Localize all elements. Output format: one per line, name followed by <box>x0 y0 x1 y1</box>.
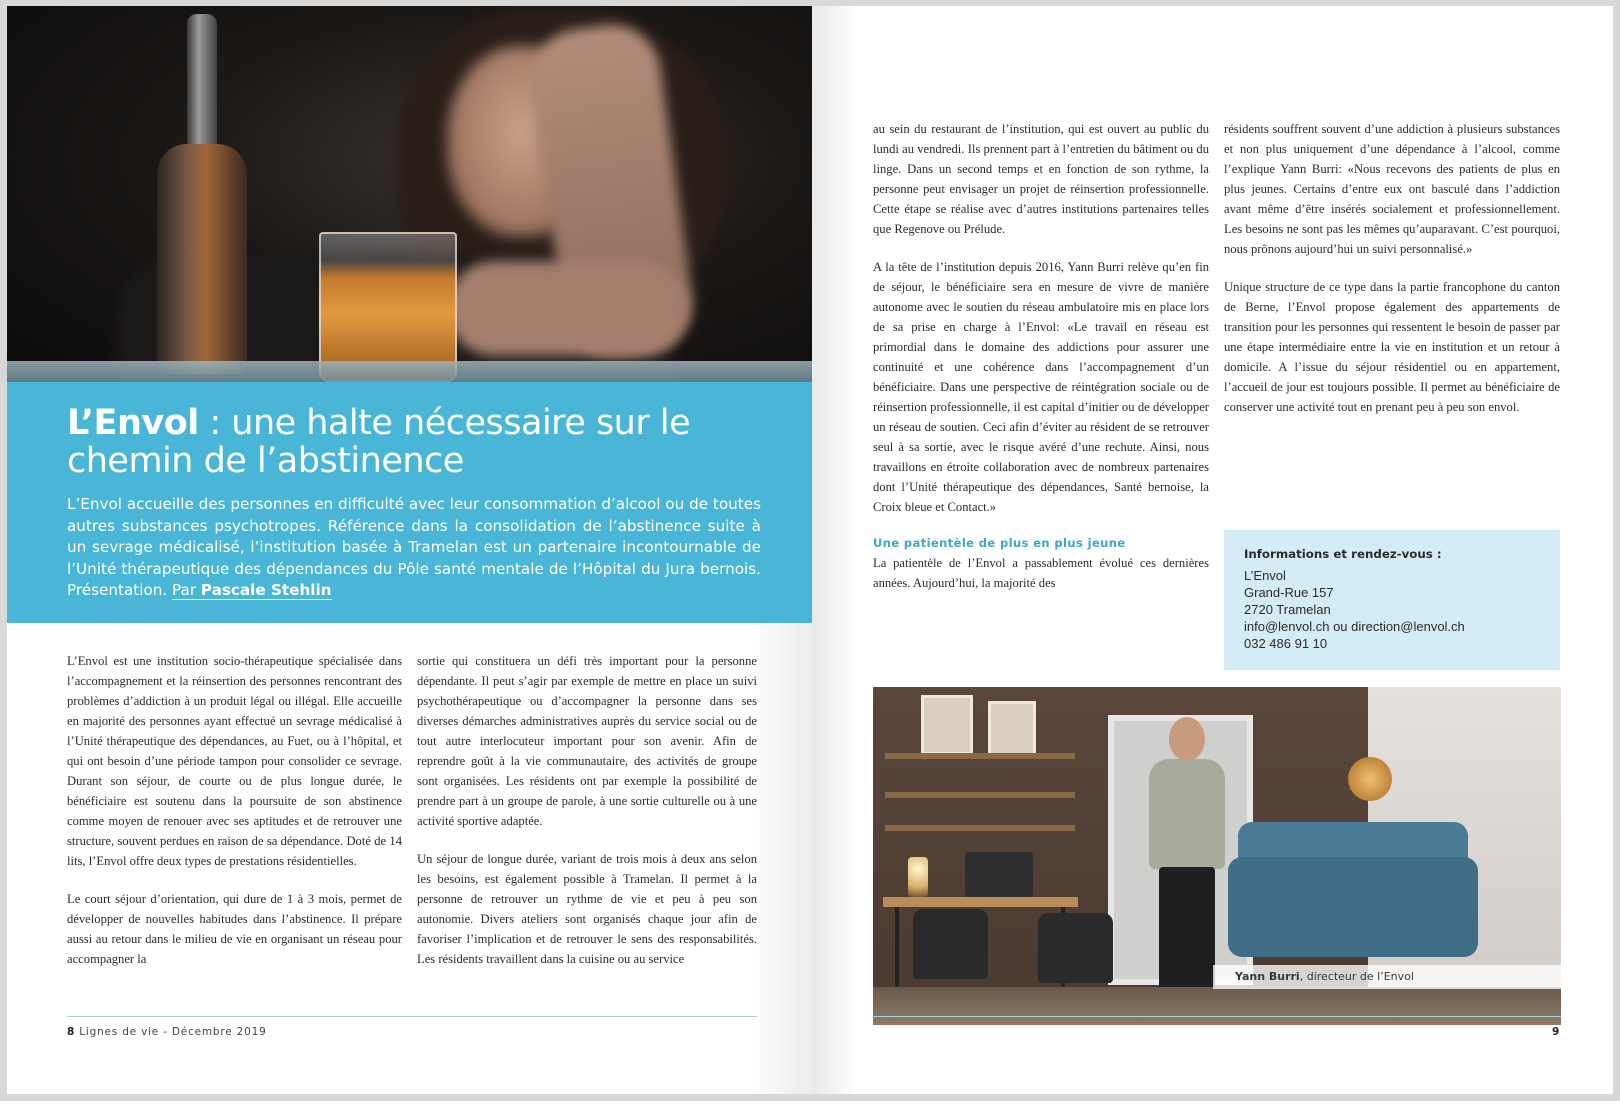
subheading: Une patientèle de plus en plus jeune <box>873 536 1126 550</box>
paragraph: sortie qui constituera un défi très important pour la personne dépendante. Il peut s’agir par exemple de mettre en place un suivi psychothérapeutique ou d’accompagner la personne dans ses diverses démarches administratives auprès du service social ou de tout autre interlocuteur important pour son avenir. Afin de reprendre goût à la vie communautaire, des activités de groupe sont organisées. Les résidents ont par exemple la possibilité de prendre part à un groupe de parole, à une sortie culturelle ou à une activité sportive adaptée. <box>417 654 757 828</box>
caption-name: Yann Burri <box>1235 970 1300 983</box>
left-column-1 <box>67 651 402 969</box>
info-line: L’Envol <box>1244 568 1286 583</box>
magazine-spread <box>7 6 1613 1094</box>
paragraph: Le court séjour d’orientation, qui dure de 1 à 3 mois, permet de développer de nouvelles habitudes dans l’abstinence. Il prépare aussi au retour dans le milieu de vie en organisant un réseau pour accompagner la <box>67 892 402 966</box>
info-line: 2720 Tramelan <box>1244 602 1331 617</box>
paragraph: Unique structure de ce type dans la partie francophone du canton de Berne, l’Envol propose également des appartements de transition pour les personnes qui ressentent le besoin de passer par une étape intermédiaire entre la vie en institution et un retour à domicile. A l’issue du séjour résidentiel ou en appartement, l’accueil de jour est toujours possible. Il permet au bénéficiaire de conserver une activité tout en prenant peu à peu son envol. <box>1224 280 1560 414</box>
title-box <box>7 382 812 623</box>
left-page <box>7 6 812 1094</box>
right-column-1 <box>873 119 1209 593</box>
portrait-photo <box>873 687 1561 1025</box>
info-line: info@lenvol.ch ou direction@lenvol.ch <box>1244 619 1465 634</box>
paragraph: au sein du restaurant de l’institution, qui est ouvert au public du lundi au vendredi. Ils prennent part à l’entretien du bâtiment ou du linge. Dans un second temps et en fonction de son rythme, la personne peut envisager un projet de réinsertion professionnelle. Cette étape se réalise avec d’autres institutions partenaires telles que Regenove ou Prélude. <box>873 122 1209 236</box>
info-line: Grand-Rue 157 <box>1244 585 1334 600</box>
footer-rule <box>873 1016 1561 1017</box>
info-box <box>1224 530 1560 670</box>
paragraph: La patientèle de l’Envol a passablement évolué ces dernières années. Aujourd’hui, la majorité des <box>873 556 1209 590</box>
byline: Par Pascale Stehlin <box>172 581 332 599</box>
footer-right <box>1552 1026 1560 1038</box>
hero-photo <box>7 6 812 382</box>
article-lead: L’Envol accueille des personnes en difficulté avec leur consommation d’alcool ou de toutes autres substances psychotropes. Référence dans la consolidation de l’abstinence suite à un sevrage médicalisé, l’institution basée à Tramelan est un partenaire incontournable de l’Unité thérapeutique des dépendances du Pôle santé mentale de l’Hôpital du Jura bernois. Présentation. Par Pascale Stehlin <box>67 495 761 599</box>
right-column-2 <box>1224 119 1560 417</box>
page-number: 9 <box>1552 1026 1561 1038</box>
right-page <box>812 6 1613 1094</box>
article-title: L’Envol : une halte nécessaire sur le chemin de l’abstinence <box>67 403 691 481</box>
left-column-2 <box>417 651 757 969</box>
info-box-title: Informations et rendez-vous : <box>1244 547 1442 561</box>
footer-left: 8 Lignes de vie - Décembre 2019 <box>67 1026 267 1038</box>
paragraph: Un séjour de longue durée, variant de trois mois à deux ans selon les besoins, est également possible à Tramelan. Il permet à la personne de retrouver un rythme de vie et peu à peu son autonomie. Divers ateliers sont organisés chaque jour afin de favoriser l’implication et de retrouver le sens des responsabilités. Les résidents travaillent dans la cuisine ou au service <box>417 852 757 966</box>
paragraph: L’Envol est une institution socio-thérapeutique spécialisée dans l’accompagnement et la réinsertion des personnes rencontrant des problèmes d’addiction à un produit légal ou illégal. Elle accueille en majorité des personnes ayant effectué un sevrage médicalisé à l’Unité thérapeutique des dépendances, au Fuet, ou à l’hôpital, et qui ont besoin d’une période tampon pour consolider ce sevrage. Durant son séjour, de courte ou de plus longue durée, le bénéficiaire est soutenu dans la poursuite de son abstinence comme moyen de renouer avec ses aptitudes et de retrouver une structure, souvent perdues en raison de sa dépendance. Doté de 14 lits, l’Envol offre deux types de prestations résidentielles. <box>67 654 402 868</box>
footer-rule <box>67 1016 757 1017</box>
info-line: 032 486 91 10 <box>1244 636 1328 651</box>
photo-caption: Yann Burri, directeur de l’Envol <box>1235 970 1414 983</box>
byline-author: Pascale Stehlin <box>200 581 332 599</box>
paragraph: A la tête de l’institution depuis 2016, Yann Burri relève qu’en fin de séjour, le bénéficiaire sera en mesure de vivre de manière autonome avec le soutien du réseau ambulatoire mis en place lors de sa prise en charge à l’Envol: «Le travail en réseau est primordial dans le domaine des addictions pour assurer une continuité et une cohérence dans l’accompagnement d’un bénéficiaire. Dans une perspective de réintégration sociale ou de réinsertion professionnelle, il est capital d’initier ou de développer un réseau de soutien. Ceci afin d’éviter au résident de se retrouver seul à sa sortie, avec le risque avéré d’une rechute. Ainsi, nous travaillons en étroite collaboration avec de nombreux partenaires dont l’Unité thérapeutique des dépendances, Santé bernoise, la Croix bleue et Contact.» <box>873 260 1209 514</box>
page-number: 8 <box>67 1026 76 1038</box>
paragraph: résidents souffrent souvent d’une addiction à plusieurs substances et non plus uniquement d’une dépendance à l’alcool, comme l’explique Yann Burri: «Nous recevons des patients de plus en plus jeunes. Certains d’entre eux ont basculé dans l’addiction avant même d’être insérés socialement et professionnellement. Les besoins ne sont pas les mêmes qu’auparavant. C’est pourquoi, nous prônons aujourd’hui un suivi personnalisé.» <box>1224 122 1560 256</box>
